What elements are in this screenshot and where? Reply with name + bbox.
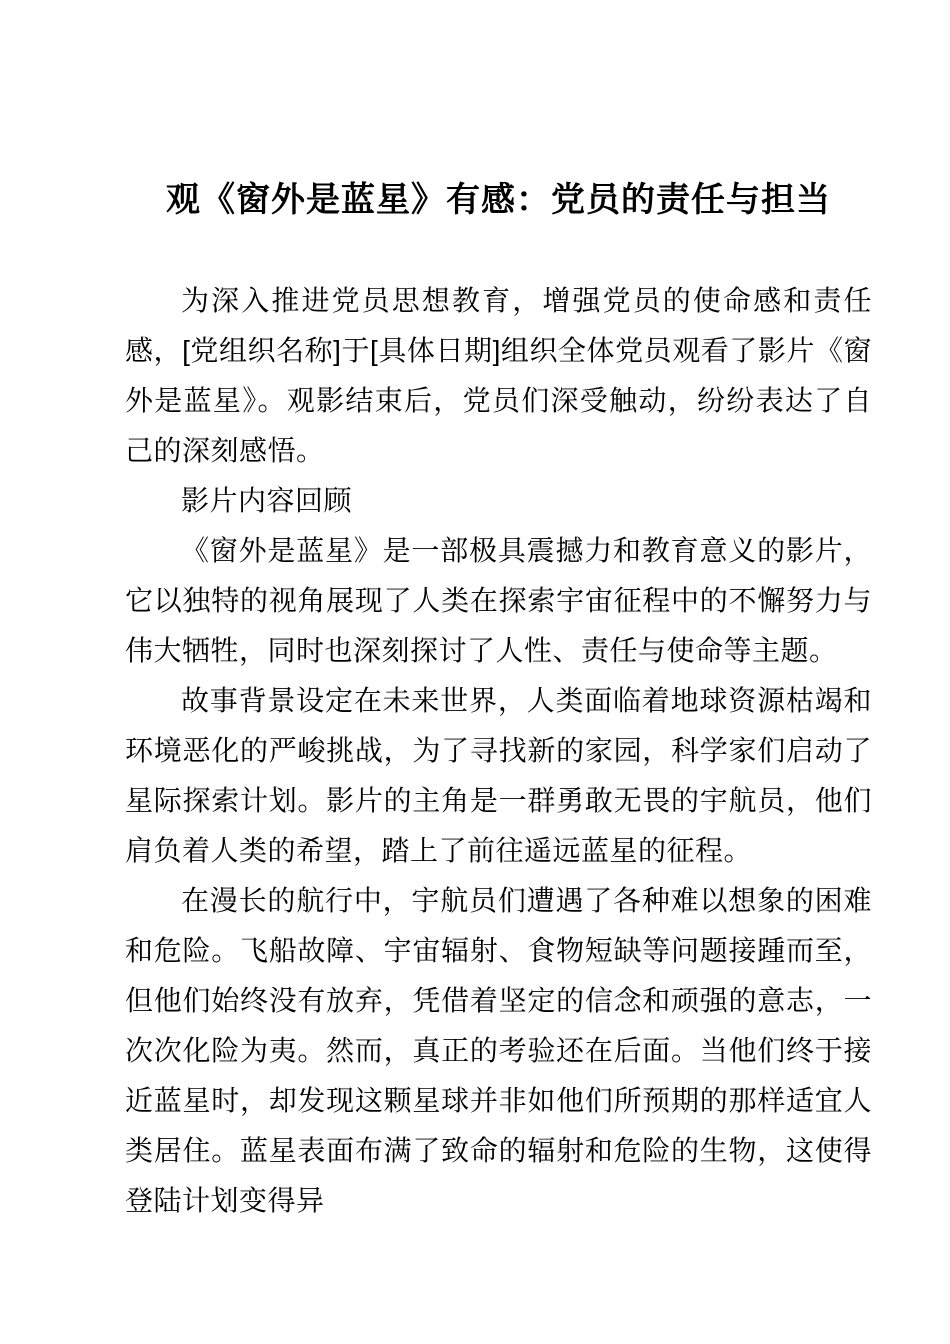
paragraph: 《窗外是蓝星》是一部极具震撼力和教育意义的影片，它以独特的视角展现了人类在探索宇宙征程中的不懈努力与伟大牺牲，同时也深刻探讨了人性、责任与使命等主题。 xyxy=(125,535,872,666)
paragraph: 为深入推进党员思想教育，增强党员的使命感和责任感，[党组织名称]于[具体日期]组织全体党员观看了影片《窗外是蓝星》。观影结束后，党员们深受触动，纷纷表达了自己的深刻感悟。 xyxy=(125,285,872,466)
section-heading: 影片内容回顾 xyxy=(181,485,353,516)
paragraph: 在漫长的航行中，宇航员们遭遇了各种难以想象的困难和危险。飞船故障、宇宙辐射、食物短缺等问题接踵而至，但他们始终没有放弃，凭借着坚定的信念和顽强的意志，一次次化险为夷。然而，真正的考验还在后面。当他们终于接近蓝星时，却发现这颗星球并非如他们所预期的那样适宜人类居住。蓝星表面布满了致命的辐射和危险的生物，这使得登陆计划变得异 xyxy=(125,885,872,1216)
document-body xyxy=(125,276,872,1226)
document-title: 观《窗外是蓝星》有感：党员的责任与担当 xyxy=(166,181,831,219)
paragraph: 故事背景设定在未来世界，人类面临着地球资源枯竭和环境恶化的严峻挑战，为了寻找新的家园，科学家们启动了星际探索计划。影片的主角是一群勇敢无畏的宇航员，他们肩负着人类的希望，踏上了前往遥远蓝星的征程。 xyxy=(125,685,872,866)
